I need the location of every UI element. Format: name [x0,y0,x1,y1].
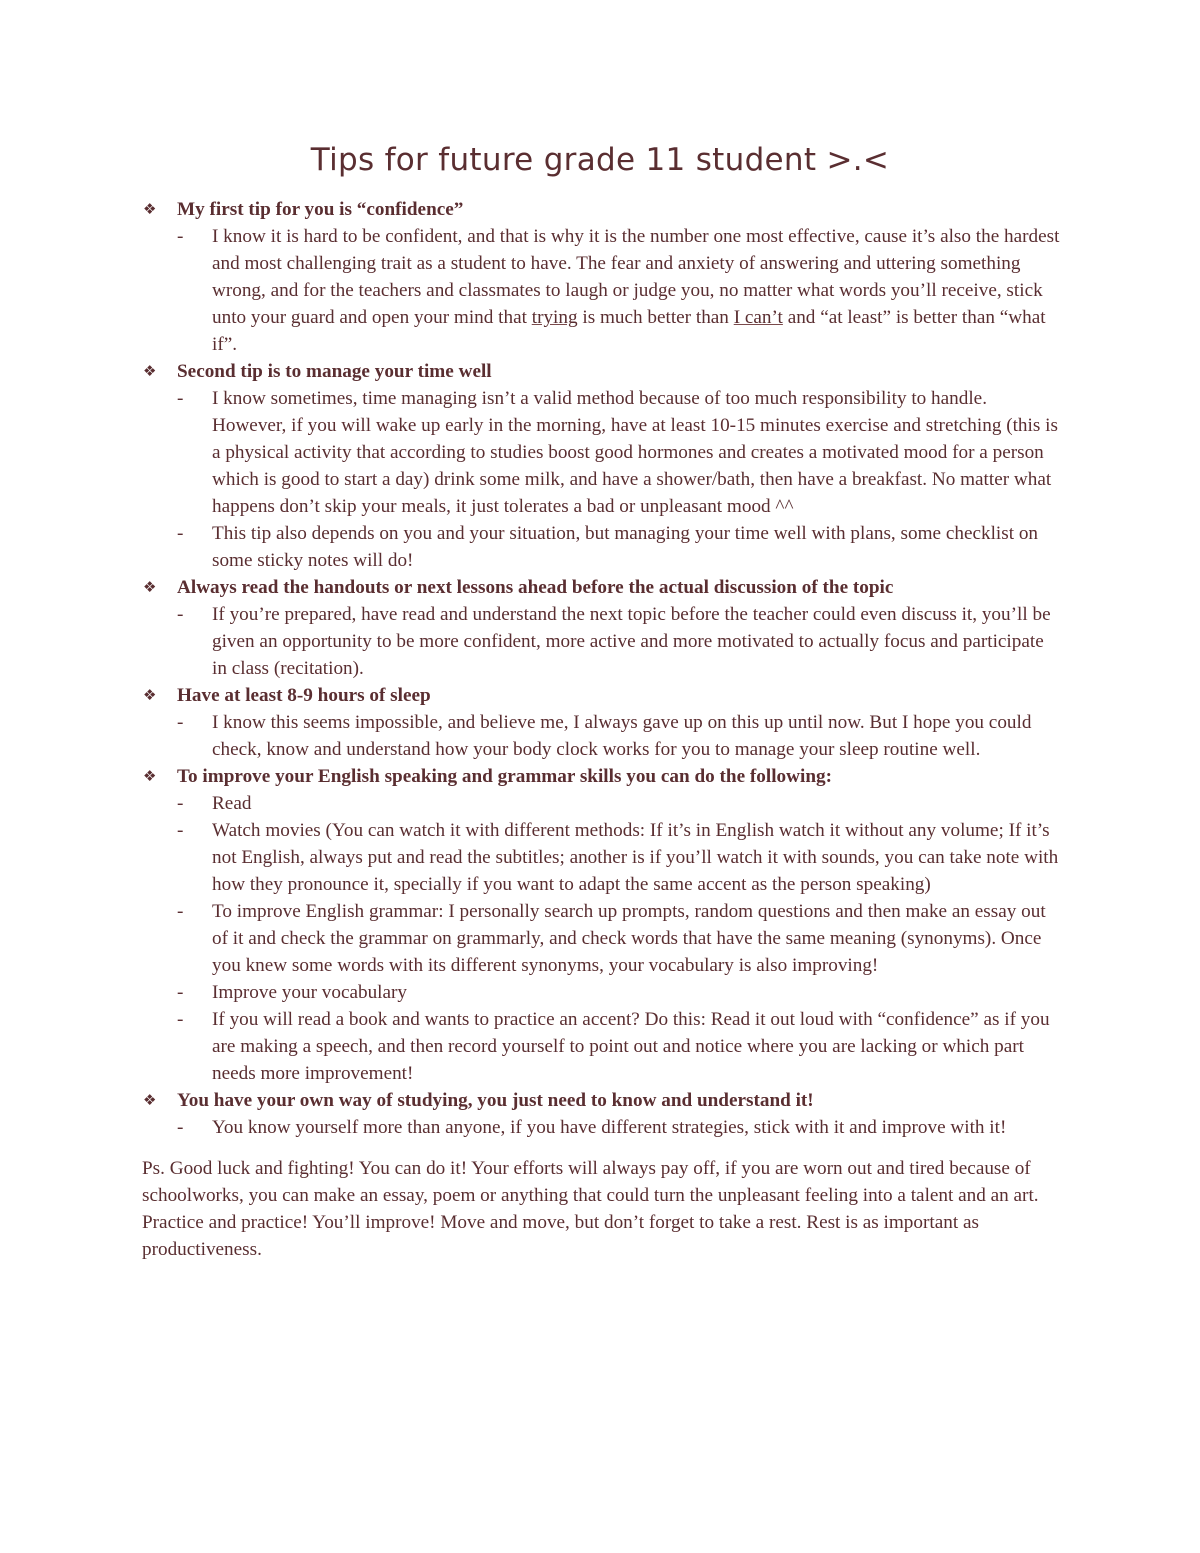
sub-item-text: If you will read a book and wants to practice an accent? Do this: Read it out loud with “confidence” as if you are making a speech, and then record yourself to point out and notice where you are lacking or which part needs more improvement! [212,1009,1050,1084]
diamond-star-icon: ❖ [143,362,157,380]
sub-item-text: If you’re prepared, have read and understand the next topic before the teacher could even discuss it, you’ll be given an opportunity to be more confident, more active and more motivated to actually focus and participate in class (recitation). [212,604,1051,679]
sub-item [142,979,1062,1006]
sub-item-text: You know yourself more than anyone, if you have different strategies, stick with it and improve with it! [212,1117,1007,1138]
sub-item [142,520,1062,574]
sub-item [142,223,1062,358]
tip-heading: Second tip is to manage your time well [177,361,492,382]
sub-item-text: To improve English grammar: I personally search up prompts, random questions and then make an essay out of it and check the grammar on grammarly, and check words that have the same meaning (synonyms). Once you knew some words with its different synonyms, your vocabulary is also improving! [212,901,1046,976]
document-title: Tips for future grade 11 student >.< [310,142,890,178]
dash-bullet: - [177,523,184,544]
dash-bullet: - [177,712,184,733]
dash-bullet: - [177,226,184,247]
tip-item [142,358,1062,385]
sub-item-text: Watch movies (You can watch it with different methods: If it’s in English watch it without any volume; If it’s not English, always put and read the subtitles; another is if you’ll watch it with sounds, you can take note with how they pronounce it, specially if you want to adapt the same accent as the person speaking) [212,820,1059,895]
sub-item-text: I know sometimes, time managing isn’t a valid method because of too much responsibility to handle. However, if you will wake up early in the morning, have at least 10-15 minutes exercise and stretching (this is a physical activity that according to studies boost good hormones and creates a motivated mood for a person which is good to start a day) drink some milk, and have a shower/bath, then have a breakfast. No matter what happens don’t skip your meals, it just tolerates a bad or unpleasant mood ^^ [212,388,1058,517]
dash-bullet: - [177,982,184,1003]
diamond-star-icon: ❖ [143,200,157,218]
tip-heading: My first tip for you is “confidence” [177,199,464,220]
tip-item [142,196,1062,223]
dash-bullet: - [177,901,184,922]
tip-heading: To improve your English speaking and grammar skills you can do the following: [177,766,832,787]
sub-item-text: This tip also depends on you and your situation, but managing your time well with plans, some checklist on some sticky notes will do! [212,523,1039,571]
dash-bullet: - [177,793,184,814]
sub-item-text: Read [212,793,252,814]
diamond-star-icon: ❖ [143,686,157,704]
tip-heading: Have at least 8-9 hours of sleep [177,685,431,706]
sub-item [142,1114,1062,1141]
diamond-star-icon: ❖ [143,767,157,785]
underlined-word: I can’t [733,307,783,328]
tip-item [142,682,1062,709]
document-body [142,196,1062,1282]
sub-item [142,790,1062,817]
closing-paragraph: Ps. Good luck and fighting! You can do it! Your efforts will always pay off, if you are worn out and tired because of schoolworks, you can make an essay, poem or anything that could turn the unpleasant feeling into a talent and an art. Practice and practice! You’ll improve! Move and move, but don’t forget to take a rest. Rest is as important as productiveness. [142,1158,1039,1260]
sub-item [142,817,1062,898]
underlined-word: trying [531,307,578,328]
tip-item [142,1087,1062,1114]
tip-item [142,574,1062,601]
dash-bullet: - [177,1009,184,1030]
diamond-star-icon: ❖ [143,1091,157,1109]
sub-item [142,898,1062,979]
sub-item [142,1006,1062,1087]
sub-item [142,709,1062,763]
dash-bullet: - [177,1117,184,1138]
sub-item-text: I know this seems impossible, and believe me, I always gave up on this up until now. But I hope you could check, know and understand how your body clock works for you to manage your sleep routine well. [212,712,1032,760]
dash-bullet: - [177,604,184,625]
tip-heading: You have your own way of studying, you just need to know and understand it! [177,1090,814,1111]
tip-heading: Always read the handouts or next lessons ahead before the actual discussion of the topic [177,577,894,598]
dash-bullet: - [177,820,184,841]
sub-item [142,385,1062,520]
tip-item [142,763,1062,790]
sub-item-text: Improve your vocabulary [212,982,408,1003]
dash-bullet: - [177,388,184,409]
sub-item-text: I know it is hard to be confident, and that is why it is the number one most effective, cause it’s also the hardest and most challenging trait as a student to have. The fear and anxiety of answering and uttering something wrong, and for the teachers and classmates to laugh or judge you, no matter what words you’ll receive, stick unto your guard and open your mind that trying is much better than I can’t and “at least” is better than “what if”. [212,226,1060,355]
sub-item [142,601,1062,682]
diamond-star-icon: ❖ [143,578,157,596]
